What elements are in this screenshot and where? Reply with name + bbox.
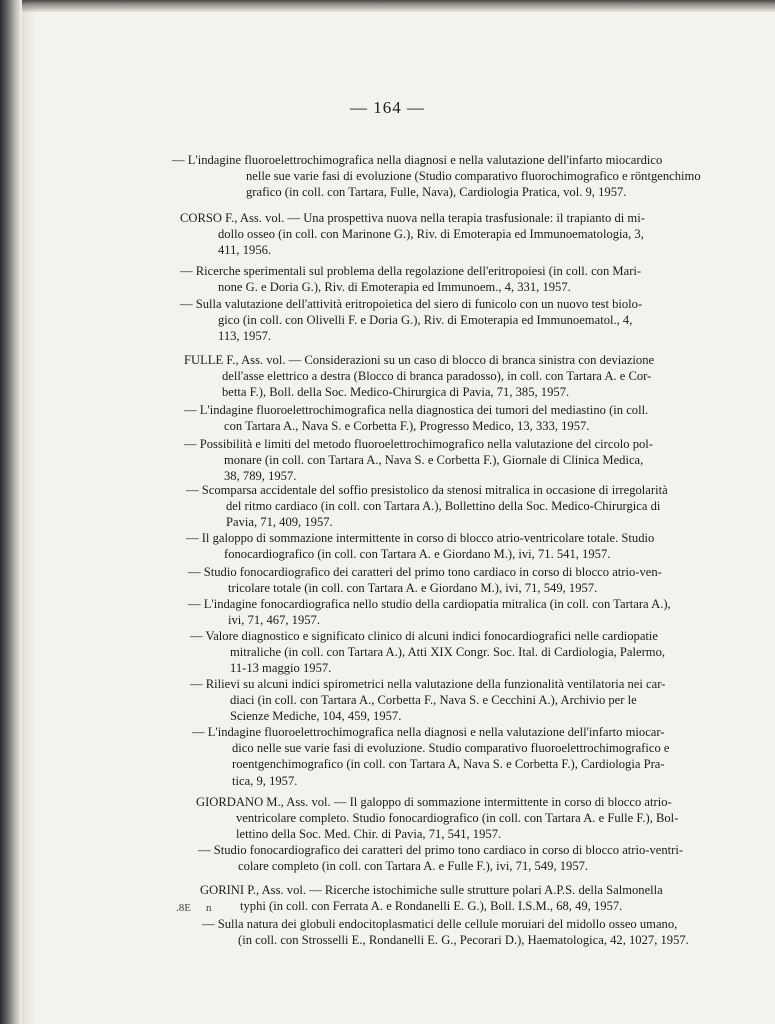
page-number: — 164 — — [350, 98, 425, 117]
entry-line: 11-13 maggio 1957. — [230, 661, 332, 676]
entry-line: — L'indagine fluoroelettrochimografica nella diagnosi e nella valutazione dell'infarto miocardico — [172, 153, 663, 167]
entry-line: fonocardiografico (in coll. con Tartara A. e Giordano M.), ivi, 71. 541, 1957. — [224, 547, 611, 562]
bibliography-entry — [186, 530, 654, 562]
entry-line: dell'asse elettrico a destra (Blocco di branca paradosso), in coll. con Tartara A. e Cor- — [222, 369, 652, 384]
entry-line: nelle sue varie fasi di evoluzione (Studio comparativo fluorochimografico e röntgenchimo — [246, 169, 701, 184]
entry-line: typhi (in coll. con Ferrata A. e Rondanelli E. G.), Boll. I.S.M., 68, 49, 1957. — [240, 899, 623, 914]
bibliography-entry — [202, 916, 689, 948]
bibliography-entry — [184, 436, 653, 485]
bibliography-entry — [188, 564, 662, 596]
page-top-edge — [0, 0, 775, 12]
entry-line: roentgenchimografico (in coll. con Tartara A, Nava S. e Corbetta F.), Cardiologia Pra- — [232, 757, 665, 772]
entry-line: tricolare totale (in coll. con Tartara A. e Giordano M.), ivi, 71, 549, 1957. — [228, 581, 598, 596]
bibliography-entry — [180, 210, 645, 259]
entry-line: con Tartara A., Nava S. e Corbetta F.), Progresso Medico, 13, 333, 1957. — [224, 419, 590, 434]
bibliography-entry — [190, 628, 665, 677]
book-binding-edge — [0, 0, 22, 1024]
entry-line: 411, 1956. — [218, 243, 272, 258]
entry-line: Pavia, 71, 409, 1957. — [226, 515, 333, 530]
entry-line: ventricolare completo. Studio fonocardiografico (in coll. con Tartara A. e Fulle F.), Bol- — [236, 811, 679, 826]
entry-line: — Scomparsa accidentale del soffio presistolico da stenosi mitralica in occasione di irregolarità — [186, 483, 668, 497]
entry-line: Scienze Mediche, 104, 459, 1957. — [230, 709, 402, 724]
bibliography-entry — [196, 794, 678, 843]
bibliography-entry — [180, 263, 641, 295]
entry-line: GORINI P., Ass. vol. — Ricerche istochimiche sulle strutture polari A.P.S. della Salmonella — [200, 883, 663, 897]
entry-line: CORSO F., Ass. vol. — Una prospettiva nuova nella terapia trasfusionale: il trapianto di mi- — [180, 211, 645, 225]
entry-line: dollo osseo (in coll. con Marinone G.), Riv. di Emoterapia ed Immunoematologia, 3, — [218, 227, 644, 242]
margin-mark: .8E — [176, 902, 191, 914]
entry-line: lettino della Soc. Med. Chir. di Pavia, 71, 541, 1957. — [236, 827, 502, 842]
entry-line: — Il galoppo di sommazione intermittente in corso di blocco atrio-ventricolare totale. Studio — [186, 531, 655, 545]
entry-line: mitraliche (in coll. con Tartara A.), Atti XIX Congr. Soc. Ital. di Cardiologia, Palermo, — [230, 645, 666, 660]
entry-line: — L'indagine fonocardiografica nello studio della cardiopatia mitralica (in coll. con Tartara A.), — [188, 597, 671, 611]
margin-mark: n — [206, 902, 212, 914]
binding-shadow — [22, 0, 36, 1024]
entry-line: monare (in coll. con Tartara A., Nava S. e Corbetta F.), Giornale di Clinica Medica, — [224, 453, 644, 468]
entry-line: — Valore diagnostico e significato clinico di alcuni indici fonocardiografici nelle cardiopatie — [190, 629, 659, 643]
entry-line: ivi, 71, 467, 1957. — [228, 613, 321, 628]
entry-line: none G. e Doria G.), Riv. di Emoterapia ed Immunoem., 4, 331, 1957. — [218, 280, 571, 295]
bibliography-entry — [188, 596, 671, 628]
entry-line: — Rilievi su alcuni indici spirometrici nella valutazione della funzionalità ventilatoria nei car- — [190, 677, 666, 691]
entry-line: del ritmo cardiaco (in coll. con Tartara A.), Bollettino della Soc. Medico-Chirurgica di — [226, 499, 661, 514]
entry-line: diaci (in coll. con Tartara A., Corbetta F., Nava S. e Cecchini A.), Archivio per le — [230, 693, 637, 708]
entry-line: GIORDANO M., Ass. vol. — Il galoppo di sommazione intermittente in corso di blocco atrio- — [196, 795, 672, 809]
bibliography-entry — [192, 724, 670, 789]
entry-line: — L'indagine fluoroelettrochimografica nella diagnostica dei tumori del mediastino (in coll. — [184, 403, 649, 417]
entry-line: — Ricerche sperimentali sul problema della regolazione dell'eritropoiesi (in coll. con Mari- — [180, 264, 642, 278]
entry-line: — Studio fonocardiografico dei caratteri del primo tono cardiaco in corso di blocco atrio-ven- — [188, 565, 662, 579]
entry-line: grafico (in coll. con Tartara, Fulle, Nava), Cardiologia Pratica, vol. 9, 1957. — [246, 185, 627, 200]
entry-line: — Sulla natura dei globuli endocitoplasmatici delle cellule moruiari del midollo osseo umano, — [202, 917, 678, 931]
entry-line: (in coll. con Strosselli E., Rondanelli E. G., Pecorari D.), Haematologica, 42, 1027, 1957. — [238, 933, 689, 948]
entry-line: betta F.), Boll. della Soc. Medico-Chirurgica di Pavia, 71, 385, 1957. — [222, 385, 570, 400]
entry-line: FULLE F., Ass. vol. — Considerazioni su un caso di blocco di branca sinistra con deviazione — [184, 353, 655, 367]
entry-line: gico (in coll. con Olivelli F. e Doria G.), Riv. di Emoterapia ed Immunoematol., 4, — [218, 313, 633, 328]
bibliography-entry — [200, 882, 663, 914]
bibliography-entry — [184, 352, 654, 401]
entry-line: tica, 9, 1957. — [232, 773, 298, 788]
entry-line: 38, 789, 1957. — [224, 469, 297, 484]
bibliography-entry — [186, 482, 668, 531]
entry-line: dico nelle sue varie fasi di evoluzione. Studio comparativo fluoroelettrochimografico e — [232, 741, 670, 756]
entry-line: — L'indagine fluoroelettrochimografica nella diagnosi e nella valutazione dell'infarto miocar- — [192, 725, 665, 739]
entry-line: 113, 1957. — [218, 329, 272, 344]
bibliography-entry — [190, 676, 665, 725]
bibliography-entry — [198, 842, 683, 874]
entry-line: — Studio fonocardiografico dei caratteri del primo tono cardiaco in corso di blocco atrio-ventri- — [198, 843, 684, 857]
entry-line: colare completo (in coll. con Tartara A. e Fulle F.), ivi, 71, 549, 1957. — [238, 859, 589, 874]
entry-line: — Sulla valutazione dell'attività eritropoietica del siero di funicolo con un nuovo test biolo- — [180, 297, 643, 311]
bibliography-entry — [172, 152, 701, 201]
entry-line: — Possibilità e limiti del metodo fluoroelettrochimografico nella valutazione del circolo pol- — [184, 437, 653, 451]
bibliography-entry — [184, 402, 648, 434]
bibliography-entry — [180, 296, 642, 345]
